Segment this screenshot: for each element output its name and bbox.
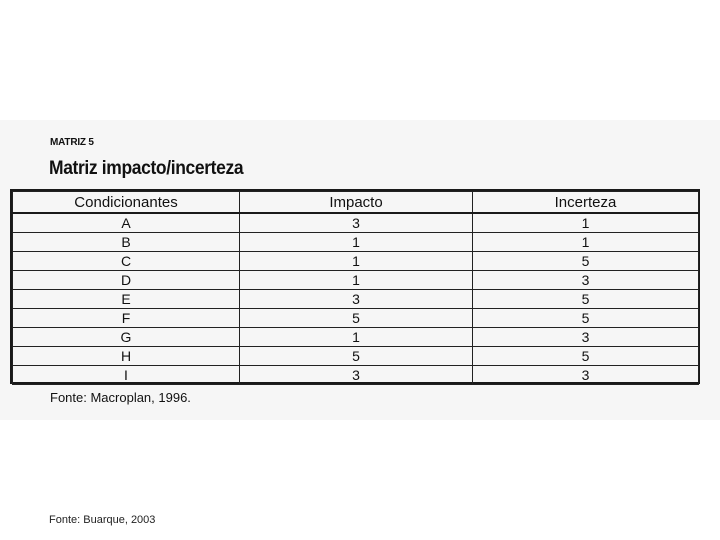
cell-impacto: 5: [240, 309, 473, 328]
cell-impacto: 3: [240, 213, 473, 233]
matrix-table: [12, 191, 699, 385]
cell-incerteza: 3: [473, 271, 699, 290]
cell-condicionante: B: [13, 233, 240, 252]
matrix-table-frame: [10, 189, 700, 384]
cell-incerteza: 3: [473, 328, 699, 347]
cell-condicionante: I: [13, 366, 240, 385]
cell-impacto: 3: [240, 290, 473, 309]
cell-impacto: 5: [240, 347, 473, 366]
table-row: [13, 290, 699, 309]
table-row: [13, 366, 699, 385]
cell-condicionante: D: [13, 271, 240, 290]
cell-condicionante: C: [13, 252, 240, 271]
header-condicionantes: Condicionantes: [13, 192, 240, 214]
cell-condicionante: E: [13, 290, 240, 309]
source-note-macroplan: Fonte: Macroplan, 1996.: [50, 390, 191, 405]
matrix-title: Matriz impacto/incerteza: [49, 158, 244, 179]
cell-condicionante: F: [13, 309, 240, 328]
cell-impacto: 1: [240, 271, 473, 290]
cell-condicionante: G: [13, 328, 240, 347]
cell-impacto: 1: [240, 252, 473, 271]
cell-incerteza: 5: [473, 252, 699, 271]
cell-incerteza: 5: [473, 347, 699, 366]
table-row: [13, 252, 699, 271]
matrix-label: MATRIZ 5: [50, 137, 94, 148]
cell-condicionante: A: [13, 213, 240, 233]
header-impacto: Impacto: [240, 192, 473, 214]
cell-condicionante: H: [13, 347, 240, 366]
cell-incerteza: 1: [473, 213, 699, 233]
table-row: [13, 213, 699, 233]
table-row: [13, 233, 699, 252]
table-row: [13, 347, 699, 366]
cell-incerteza: 3: [473, 366, 699, 385]
table-header-row: [13, 192, 699, 214]
cell-impacto: 3: [240, 366, 473, 385]
cell-incerteza: 5: [473, 290, 699, 309]
table-row: [13, 271, 699, 290]
cell-incerteza: 5: [473, 309, 699, 328]
cell-impacto: 1: [240, 233, 473, 252]
table-row: [13, 328, 699, 347]
cell-incerteza: 1: [473, 233, 699, 252]
cell-impacto: 1: [240, 328, 473, 347]
header-incerteza: Incerteza: [473, 192, 699, 214]
table-row: [13, 309, 699, 328]
source-note-buarque: Fonte: Buarque, 2003: [49, 514, 156, 526]
